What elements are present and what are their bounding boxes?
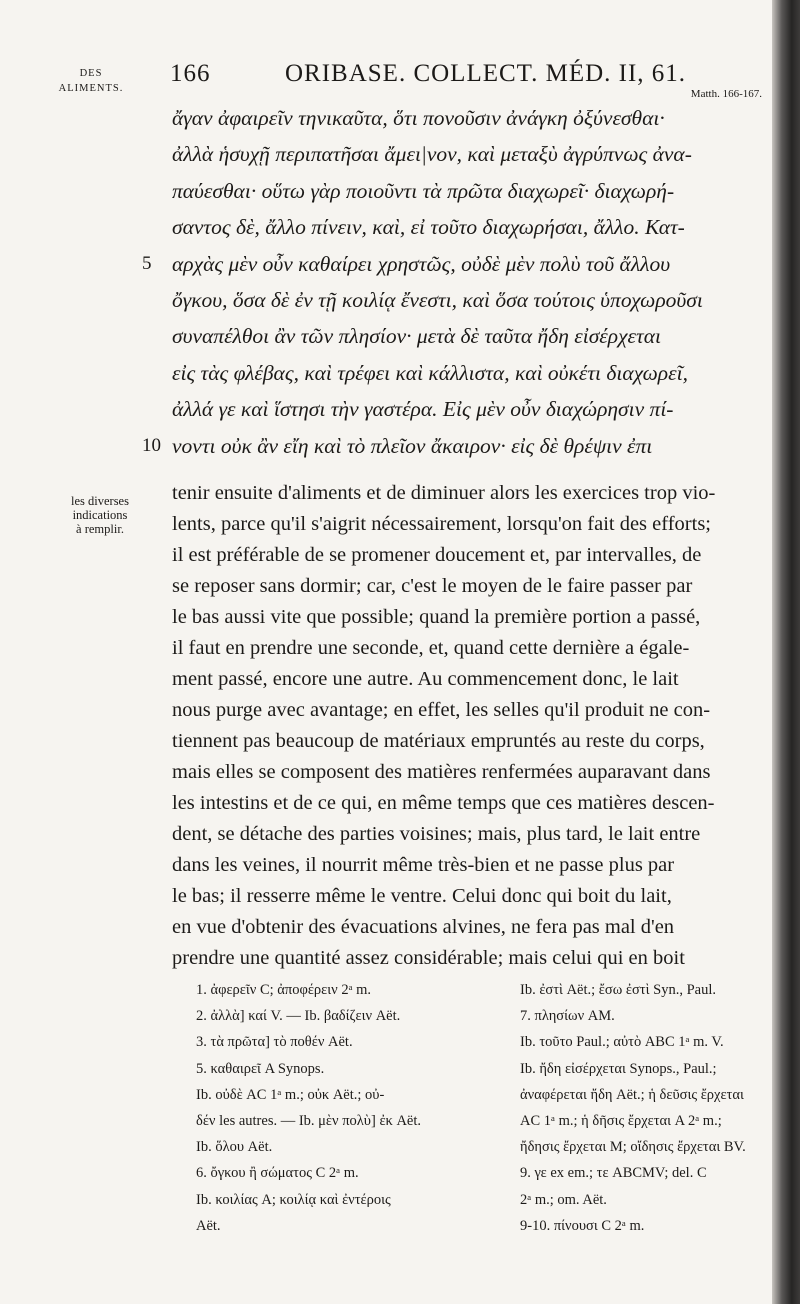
apparatus-note: ἀναφέρεται ἤδη Aët.; ἡ δεῦσις ἔρχεται (520, 1086, 744, 1103)
french-line: se reposer sans dormir; car, c'est le moyen de le faire passer par (172, 575, 693, 597)
greek-line-text: εἰς τὰς φλέβας, καὶ τρέφει καὶ κάλλιστα, καὶ οὐκέτι διαχωρεῖ, (172, 360, 688, 385)
french-line: dans les veines, il nourrit même très-bien et ne passe plus par (172, 854, 675, 876)
margin-label-line: ALIMENTS. (58, 83, 124, 94)
greek-line-text: συναπέλθοι ἂν τῶν πλησίον· μετὰ δὲ ταῦτα ἤδη εἰσέρχεται (172, 324, 661, 349)
apparatus-note: Ib. οὐδὲ AC 1ᵃ m.; οὐκ Aët.; οὐ- (196, 1086, 385, 1103)
greek-line (172, 318, 768, 354)
margin-section-label (36, 66, 146, 96)
margin-note-line: les diverses (71, 494, 129, 508)
french-line: nous purge avec avantage; en effet, les selles qu'il produit ne con- (172, 699, 711, 721)
apparatus-note: Ib. τοῦτο Paul.; αὐτὸ ABC 1ᵃ m. V. (520, 1034, 724, 1051)
apparatus-note: Ib. ὅλου Aët. (196, 1139, 273, 1156)
apparatus-note: ἤδησις ἔρχεται M; οἴδησις ἔρχεται BV. (520, 1139, 746, 1156)
apparatus-note: δέν les autres. — Ib. μὲν πολὺ] ἐκ Aët. (196, 1112, 422, 1129)
apparatus-note: Aët. (196, 1217, 221, 1234)
greek-text-block (142, 100, 768, 464)
greek-line-text: ἄγαν ἀφαιρεῖν τηνικαῦτα, ὅτι πονοῦσιν ἀνάγκη ὀξύνεσθαι· (172, 106, 665, 130)
apparatus-left-column (196, 977, 488, 1239)
french-line: ment passé, encore une autre. Au commencement donc, le lait (172, 668, 679, 690)
greek-line-text: αρχὰς μὲν οὖν καθαίρει χρηστῶς, οὐδὲ μὲν πολὺ τοῦ ἄλλου (172, 251, 671, 276)
french-line: tenir ensuite d'aliments et de diminuer alors les exercices trop vio- (172, 482, 716, 504)
critical-apparatus (160, 977, 770, 1234)
margin-label-line: DES (79, 68, 103, 79)
running-header (170, 60, 770, 100)
greek-line (172, 100, 768, 136)
greek-line (172, 355, 768, 391)
french-line: tiennent pas beaucoup de matériaux empruntés au reste du corps, (172, 730, 705, 752)
apparatus-note: 1. ἀφερεῖν C; ἀποφέρειν 2ᵃ m. (196, 982, 372, 998)
apparatus-right-column (520, 977, 770, 1239)
french-line: mais elles se composent des matières renfermées auparavant dans (172, 761, 711, 783)
apparatus-note: 9-10. πίνουσι C 2ᵃ m. (520, 1217, 645, 1234)
french-line: les intestins et de ce qui, en même temps que ces matières descen- (172, 792, 715, 814)
apparatus-note: 6. ὄγκου ἢ σώματος C 2ᵃ m. (196, 1165, 359, 1182)
apparatus-note: 2ᵃ m.; om. Aët. (520, 1191, 607, 1208)
apparatus-note: AC 1ᵃ m.; ἡ δῆσις ἔρχεται A 2ᵃ m.; (520, 1112, 722, 1129)
edition-reference: Matth. 166-167. (690, 88, 762, 100)
margin-note (50, 494, 150, 536)
apparatus-note: Ib. ἤδη εἰσέρχεται Synops., Paul.; (520, 1060, 717, 1077)
book-binding-shadow (772, 0, 800, 1304)
french-line: il faut en prendre une seconde, et, quand cette dernière a égale- (172, 637, 690, 659)
apparatus-note: Ib. ἐστὶ Aët.; ἔσω ἐστὶ Syn., Paul. (520, 982, 716, 998)
french-line: lents, parce qu'il s'aigrit nécessairement, lorsqu'on fait des efforts; (172, 513, 711, 535)
line-number: 10 (142, 434, 161, 456)
french-line: le bas; il resserre même le ventre. Celui donc qui boit du lait, (172, 885, 672, 907)
page-number: 166 (170, 60, 211, 87)
greek-line (142, 246, 768, 282)
greek-line (172, 209, 768, 245)
margin-note-line: à remplir. (76, 522, 124, 536)
french-line: dent, se détache des parties voisines; mais, plus tard, le lait entre (172, 823, 701, 845)
greek-line-text: ἀλλά γε καὶ ἵστησι τὴν γαστέρα. Εἰς μὲν οὖν διαχώρησιν πί- (172, 397, 674, 422)
french-line: il est préférable de se promener doucement et, par intervalles, de (172, 544, 702, 566)
greek-line (172, 136, 768, 172)
apparatus-note: 9. γε ex em.; τε ABCMV; del. C (520, 1165, 707, 1182)
apparatus-note: Ib. κοιλίας A; κοιλίᾳ καὶ ἐντέροις (196, 1191, 391, 1208)
apparatus-note: 3. τὰ πρῶτα] τὸ ποθέν Aët. (196, 1034, 353, 1051)
french-line: prendre une quantité assez considérable; mais celui qui en boit (172, 947, 685, 969)
greek-line (172, 391, 768, 427)
apparatus-note: 5. καθαιρεῖ A Synops. (196, 1060, 325, 1077)
greek-line (172, 282, 768, 318)
apparatus-note: 7. πλησίων AM. (520, 1008, 615, 1025)
french-line: en vue d'obtenir des évacuations alvines, ne fera pas mal d'en (172, 916, 675, 938)
greek-line-text: νοντι οὐκ ἂν εἴη καὶ τὸ πλεῖον ἄκαιρον· εἰς δὲ θρέψιν ἐπι (172, 433, 653, 458)
margin-note-line: indications (72, 508, 128, 522)
apparatus-note: 2. ἀλλὰ] καί V. — Ib. βαδίζειν Aët. (196, 1008, 401, 1025)
french-line: le bas aussi vite que possible; quand la première portion a passé, (172, 606, 701, 628)
greek-line (172, 173, 768, 209)
running-title: ORIBASE. COLLECT. MÉD. II, 61. (285, 60, 687, 87)
french-translation-block (172, 478, 768, 974)
line-number: 5 (142, 252, 152, 274)
greek-line-text: σαντος δὲ, ἄλλο πίνειν, καὶ, εἰ τοῦτο διαχωρήσαι, ἄλλο. Κατ- (172, 215, 685, 240)
greek-line-text: ἀλλὰ ἡσυχῇ περιπατῆσαι ἄμει|νον, καὶ μεταξὺ ἀγρύπνως ἀνα- (172, 142, 692, 167)
greek-line-text: ὄγκου, ὅσα δὲ ἐν τῇ κοιλίᾳ ἔνεστι, καὶ ὅσα τούτοις ὑποχωροῦσι (172, 287, 703, 312)
greek-line (142, 428, 768, 464)
greek-line-text: παύεσθαι· οὕτω γὰρ ποιοῦντι τὰ πρῶτα διαχωρεῖ· διαχωρή- (172, 178, 675, 203)
